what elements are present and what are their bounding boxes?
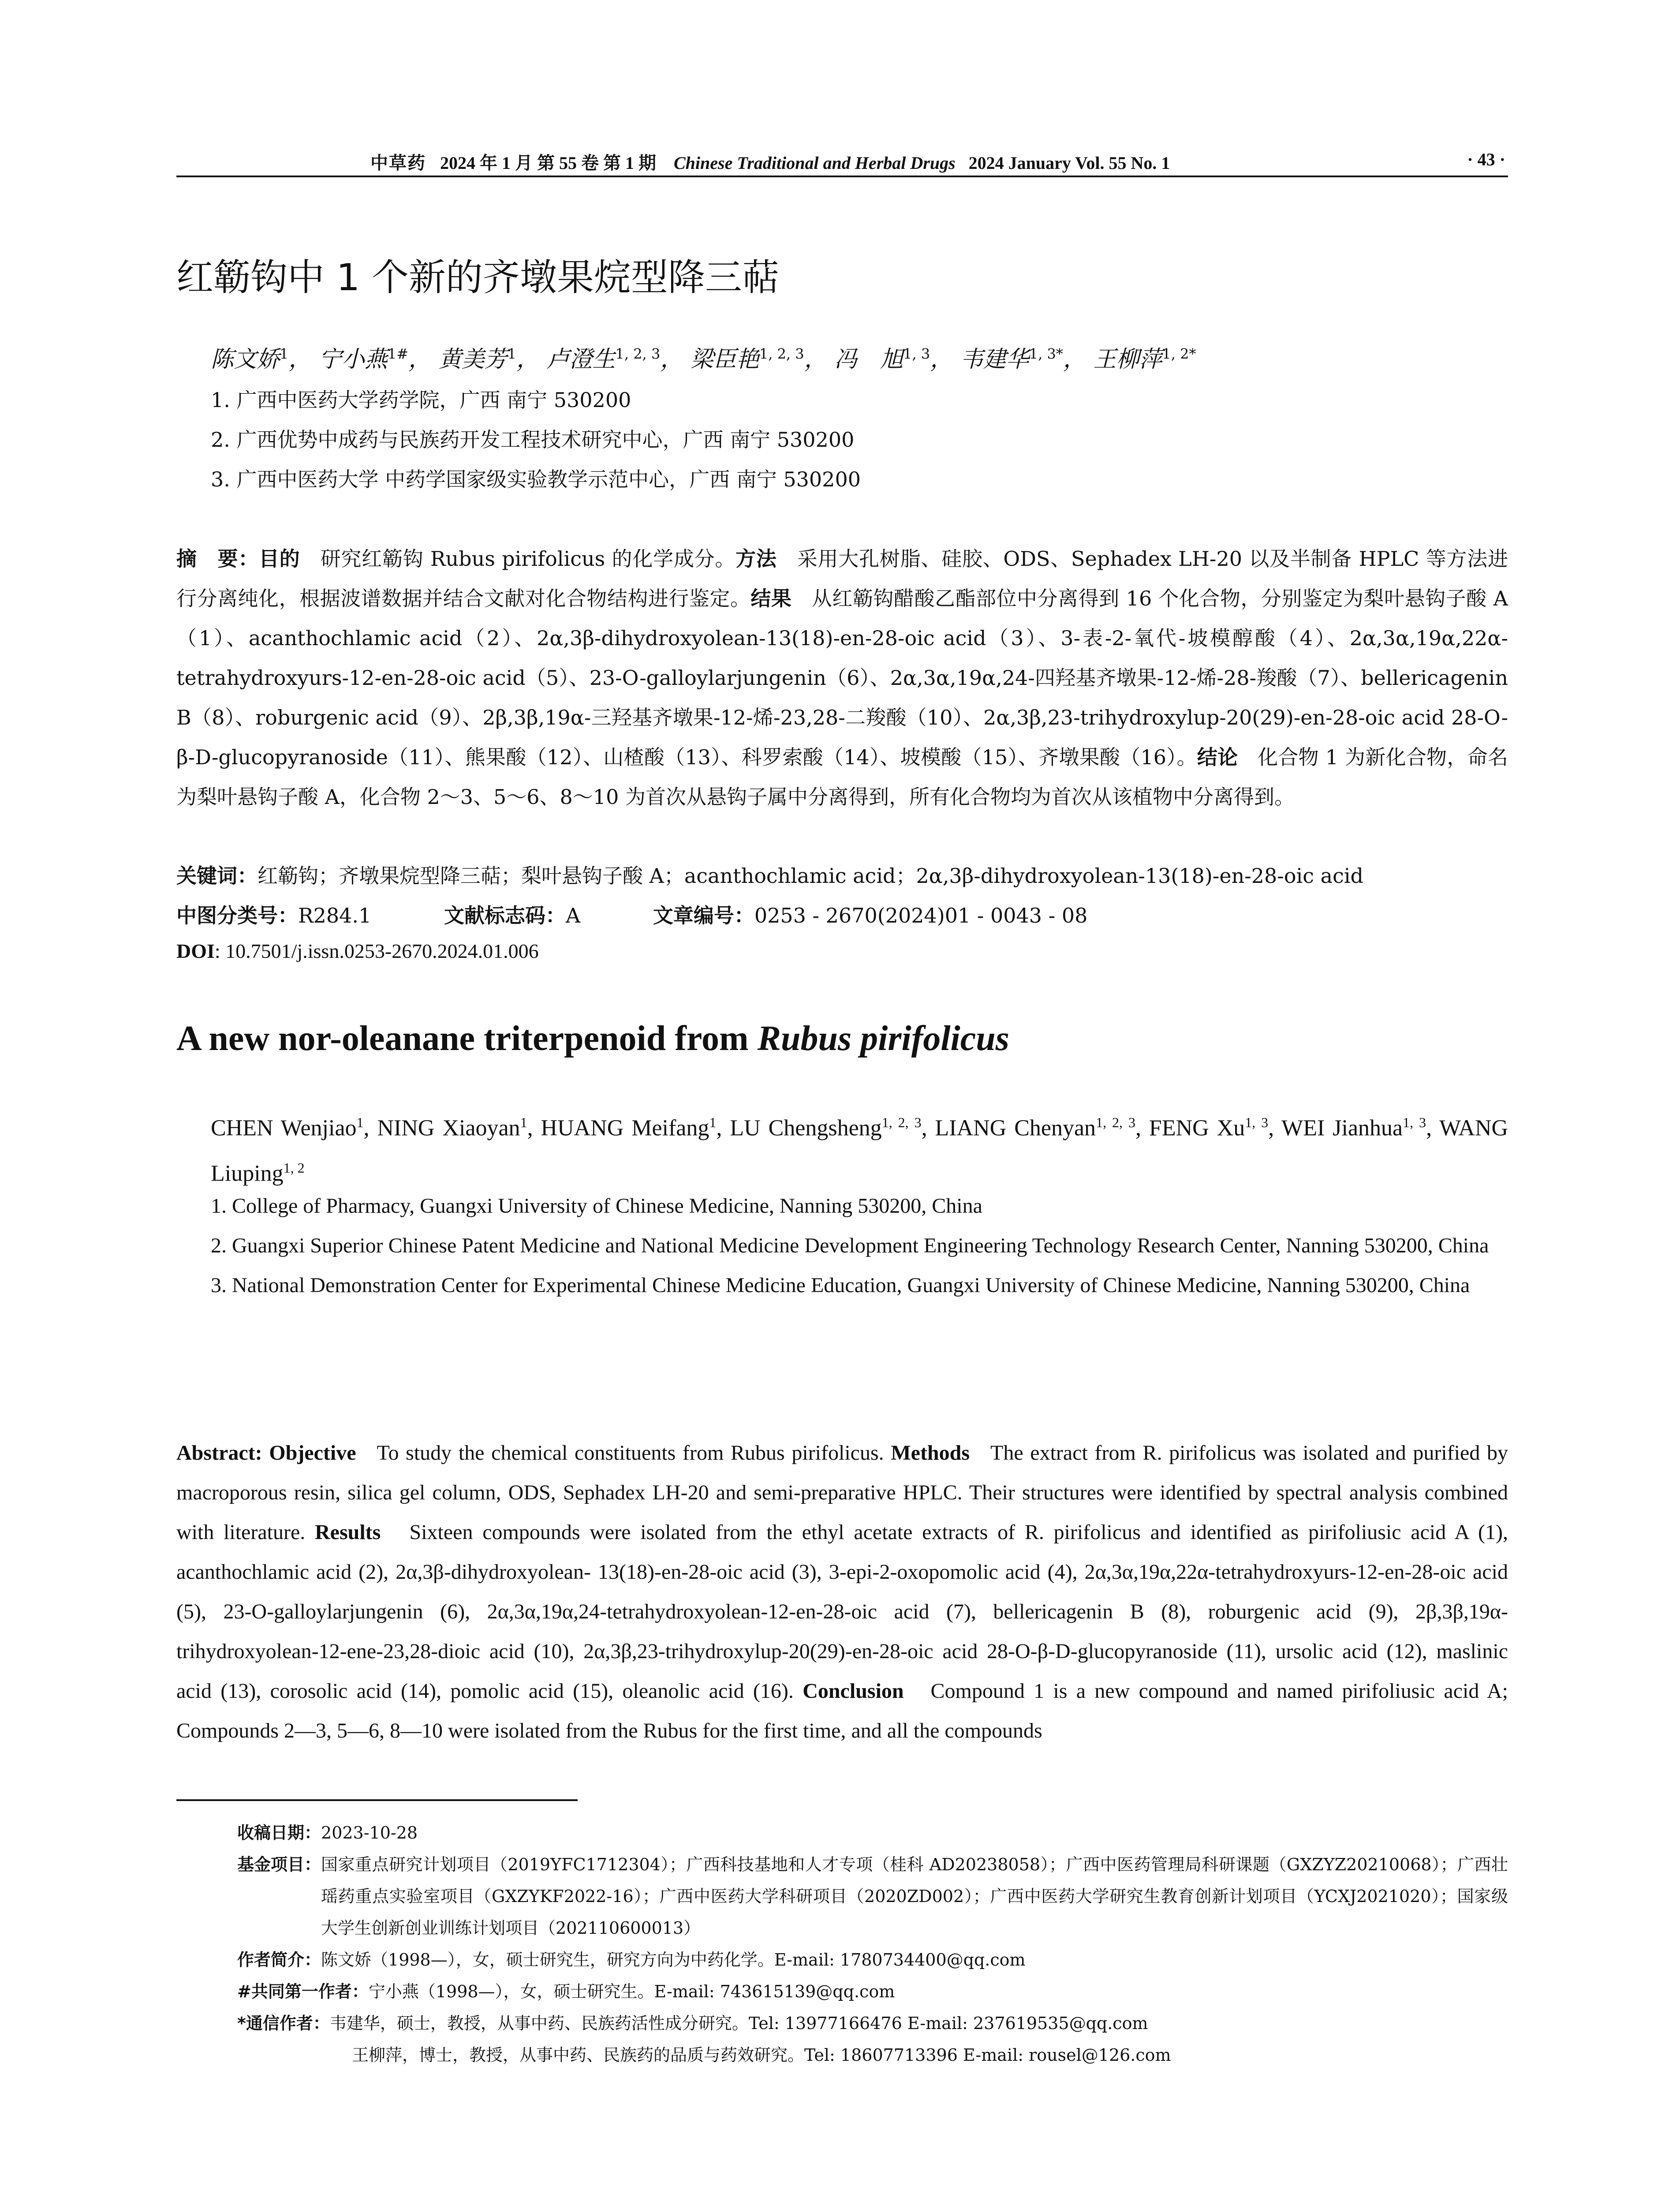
results-text: Sixteen compounds were isolated from the ethyl acetate extracts of R. pirifolicus and identified as pirifoliusic acid A (1), acanthochlamic acid (2), 2α,3β-dihydroxyolean- 13(18)-en-28-oic acid (3), 3-epi-2-oxopomolic acid (4), 2α,3α,19α,22α-tetrahydroxyurs-12-en-28-oic acid (5), 23-O-galloylarjungenin (6), 2α,3α,19α,24-tetrahydroxyolean-12-en-28-oic acid (7), bellericagenin B (8), roburgenic acid (9), 2β,3β,19α-trihydroxyolean-12-ene-23,28-dioic acid (10), 2α,3β,23-trihydroxylup-20(29)-en-28-oic acid 28-O-β-D-glucopyranoside (11), ursolic acid (12), maslinic acid (13), corosolic acid (14), pomolic acid (15), oleanolic acid (16). bbox=[176, 1521, 1508, 1703]
issue-en: 2024 January Vol. 55 No. 1 bbox=[968, 153, 1170, 173]
author-bio: 作者简介： 陈文娇（1998—），女，硕士研究生，研究方向为中药化学。E-mail: 1780734400@qq.com bbox=[237, 1950, 1026, 1970]
methods-text: The extract from R. pirifolicus was isolated and purified by macroporous resin, silica gel column, ODS, Sephadex LH-20 and semi-preparative HPLC. Their structures were identified by spectral analysis combined with literature. bbox=[176, 1441, 1508, 1544]
affiliation: 2. 广西优势中成药与民族药开发工程技术研究中心，广西 南宁 530200 bbox=[211, 428, 855, 452]
running-header bbox=[176, 144, 1508, 177]
received-date: 收稿日期： 2023-10-28 bbox=[237, 1823, 418, 1842]
objective-text: 研究红簕钩 Rubus pirifolicus 的化学成分。 bbox=[320, 547, 736, 571]
classification-line: 中图分类号：R284.1 文献标志码：A 文章编号：0253 - 2670(2024)01 - 0043 - 08 bbox=[176, 904, 1088, 927]
corresponding-author-2: 王柳萍，博士，教授，从事中药、民族药的品质与药效研究。Tel: 18607713396 E-mail: rousel@126.com bbox=[352, 2045, 1171, 2065]
doi-line[interactable]: DOI: 10.7501/j.issn.0253-2670.2024.01.006 bbox=[176, 940, 539, 962]
author: 黄美芳 bbox=[438, 346, 508, 373]
author: 王柳萍 bbox=[1093, 346, 1162, 373]
keywords-cn: 关键词：红簕钩；齐墩果烷型降三萜；梨叶悬钩子酸 A；acanthochlamic acid；2α,3β-dihydroxyolean-13(18)-en-28-oic acid bbox=[176, 864, 1363, 888]
author: LIANG Chenyan bbox=[935, 1115, 1096, 1141]
journal-logo: 中草药 bbox=[370, 153, 426, 173]
footnotes bbox=[237, 1817, 1508, 2071]
abstract-en: Abstract: Objective To study the chemical constituents from Rubus pirifolicus. Methods The extract from R. pirifolicus was isolated and purified by macroporous resin, silica gel column, ODS, Sephadex LH-20 and semi-preparative HPLC. Their structures were identified by spectral analysis combined with literature. Results Sixteen compounds were isolated from the ethyl acetate extracts of R. pirifolicus and identified as pirifoliusic acid A (1), acanthochlamic acid (2), 2α,3β-dihydroxyolean- 13(18)-en-28-oic acid (3), 3-epi-2-oxopomolic acid (4), 2α,3α,19α,22α-tetrahydroxyurs-12-en-28-oic acid (5), 23-O-galloylarjungenin (6), 2α,3α,19α,24-tetrahydroxyolean-12-en-28-oic acid (7), bellericagenin B (8), roburgenic acid (9), 2β,3β,19α-trihydroxyolean-12-ene-23,28-dioic acid (10), 2α,3β,23-trihydroxylup-20(29)-en-28-oic acid 28-O-β-D-glucopyranoside (11), ursolic acid (12), maslinic acid (13), corosolic acid (14), pomolic acid (15), oleanolic acid (16). Conclusion Compound 1 is a new compound and named pirifoliusic acid A; Compounds 2—3, 5—6, 8—10 were isolated from the Rubus for the first time, and all the compounds bbox=[176, 1441, 1508, 1742]
results-text: 从红簕钩醋酸乙酯部位中分离得到 16 个化合物，分别鉴定为梨叶悬钩子酸 A（1）、acanthochlamic acid（2）、2α,3β-dihydroxyolean-13(18)-en-28-oic acid（3）、3-表-2-氧代-坡模醇酸（4）、2α,3α,19α,22α-tetrahydroxyurs-12-en-28-oic acid（5）、23-O-galloylarjungenin（6）、2α,3α,19α,24-四羟基齐墩果-12-烯-28-羧酸（7）、bellericagenin B（8）、roburgenic acid（9）、2β,3β,19α-三羟基齐墩果-12-烯-23,28-二羧酸（10）、2α,3β,23-trihydroxylup-20(29)-en-28-oic acid 28-O-β-D-glucopyranoside（11）、熊果酸（12）、山楂酸（13）、科罗索酸（14）、坡模酸（15）、齐墩果酸（16）。 bbox=[176, 587, 1508, 769]
authors-en: CHEN Wenjiao$^1$, NING Xiaoyan$^1$, HUANG Meifang$^1$, LU Chengsheng$^{1, 2, 3}$, LIANG Chenyan$^{1, 2, 3}$, FENG Xu$^{1, 3}$, WEI Jianhua$^{1, 3}$, WANG Liuping$^{1, 2}$ bbox=[211, 1114, 1508, 1186]
author: 韦建华 bbox=[960, 346, 1029, 373]
fund-info: 基金项目： 国家重点研究计划项目（2019YFC1712304）；广西科技基地和人才专项（桂科 AD20238058）；广西中医药管理局科研课题（GXZYZ20210068）；广西壮瑶药重点实验室项目（GXZYKF2022-16）；广西中医药大学科研项目（2020ZD002）；广西中医药大学研究生教育创新计划项目（YCXJ2021020）；国家级大学生创新创业训练计划项目（202110600013） bbox=[237, 1855, 1508, 1938]
page-number: · 43 · bbox=[1467, 149, 1505, 169]
author: 冯 旭 bbox=[834, 346, 903, 373]
author: FENG Xu bbox=[1149, 1115, 1245, 1141]
author: WEI Jianhua bbox=[1281, 1115, 1403, 1141]
footnote-rule bbox=[176, 1799, 578, 1801]
title-cn: 红簕钩中 1 个新的齐墩果烷型降三萜 bbox=[176, 256, 779, 299]
author: NING Xiaoyan bbox=[377, 1115, 520, 1141]
conclusion-text: 化合物 1 为新化合物，命名为梨叶悬钩子酸 A，化合物 2～3、5～6、8～10 为首次从悬钩子属中分离得到，所有化合物均为首次从该植物中分离得到。 bbox=[176, 745, 1508, 809]
conclusion-text: Compound 1 is a new compound and named pirifoliusic acid A; Compounds 2—3, 5—6, 8—10 were isolated from the Rubus for the first time, and all the compounds bbox=[176, 1679, 1508, 1742]
author: 卢澄生 bbox=[546, 346, 616, 373]
doi-link[interactable]: : 10.7501/j.issn.0253-2670.2024.01.006 bbox=[214, 940, 539, 962]
issue-cn: 2024 年 1 月 第 55 卷 第 1 期 bbox=[440, 153, 656, 173]
author: WANG Liuping bbox=[211, 1115, 1508, 1186]
author: CHEN Wenjiao bbox=[211, 1115, 357, 1141]
affiliation: 3. National Demonstration Center for Experimental Chinese Medicine Education, Guangxi University of Chinese Medicine, Nanning 530200, China bbox=[211, 1274, 1470, 1297]
abstract-label: 摘 要： bbox=[176, 547, 259, 571]
header-center bbox=[370, 149, 1170, 174]
affiliation: 1. College of Pharmacy, Guangxi University of Chinese Medicine, Nanning 530200, China bbox=[211, 1194, 982, 1218]
author: 梁臣艳 bbox=[690, 346, 759, 373]
abstract-cn: 摘 要：目的 研究红簕钩 Rubus pirifolicus 的化学成分。方法 采用大孔树脂、硅胶、ODS、Sephadex LH-20 以及半制备 HPLC 等方法进行分离纯化，根据波谱数据并结合文献对化合物结构进行鉴定。结果 从红簕钩醋酸乙酯部位中分离得到 16 个化合物，分别鉴定为梨叶悬钩子酸 A（1）、acanthochlamic acid（2）、2α,3β-dihydroxyolean-13(18)-en-28-oic acid（3）、3-表-2-氧代-坡模醇酸（4）、2α,3α,19α,22α-tetrahydroxyurs-12-en-28-oic acid（5）、23-O-galloylarjungenin（6）、2α,3α,19α,24-四羟基齐墩果-12-烯-28-羧酸（7）、bellericagenin B（8）、roburgenic acid（9）、2β,3β,19α-三羟基齐墩果-12-烯-23,28-二羧酸（10）、2α,3β,23-trihydroxylup-20(29)-en-28-oic acid 28-O-β-D-glucopyranoside（11）、熊果酸（12）、山楂酸（13）、科罗索酸（14）、坡模酸（15）、齐墩果酸（16）。结论 化合物 1 为新化合物，命名为梨叶悬钩子酸 A，化合物 2～3、5～6、8～10 为首次从悬钩子属中分离得到，所有化合物均为首次从该植物中分离得到。 bbox=[176, 547, 1508, 809]
methods-text: 采用大孔树脂、硅胶、ODS、Sephadex LH-20 以及半制备 HPLC 等方法进行分离纯化，根据波谱数据并结合文献对化合物结构进行鉴定。 bbox=[176, 547, 1508, 610]
authors-cn: 陈文娇$^1$， 宁小燕$^{1\#}$， 黄美芳$^1$， 卢澄生$^{1, 2, 3}$， 梁臣艳$^{1, 2, 3}$， 冯 旭$^{1, 3}$， 韦建华$^{1, 3*}$， 王柳萍$^{1, 2*}$ bbox=[211, 345, 1196, 373]
affiliation: 1. 广西中医药大学药学院，广西 南宁 530200 bbox=[211, 388, 631, 412]
journal-name-en: Chinese Traditional and Herbal Drugs bbox=[674, 153, 956, 173]
objective-text: To study the chemical constituents from Rubus pirifolicus. bbox=[377, 1441, 884, 1465]
title-en: A new nor-oleanane triterpenoid from Rubus pirifolicus bbox=[176, 1019, 1009, 1058]
author: LU Chengsheng bbox=[730, 1115, 882, 1141]
affiliation: 3. 广西中医药大学 中药学国家级实验教学示范中心，广西 南宁 530200 bbox=[211, 467, 861, 491]
corresponding-author: *通信作者： 韦建华，硕士，教授，从事中药、民族药活性成分研究。Tel: 13977166476 E-mail: 237619535@qq.com bbox=[237, 2014, 1148, 2033]
author: 宁小燕 bbox=[318, 346, 388, 373]
co-first-author: #共同第一作者： 宁小燕（1998—），女，硕士研究生。E-mail: 743615139@qq.com bbox=[237, 1982, 895, 2001]
affiliations-cn bbox=[211, 380, 861, 499]
author: 陈文娇 bbox=[211, 346, 280, 373]
author: HUANG Meifang bbox=[541, 1115, 709, 1141]
affiliation: 2. Guangxi Superior Chinese Patent Medicine and National Medicine Development Engineering Technology Research Center, Nanning 530200, China bbox=[211, 1234, 1489, 1257]
affiliations-en bbox=[211, 1186, 1508, 1305]
